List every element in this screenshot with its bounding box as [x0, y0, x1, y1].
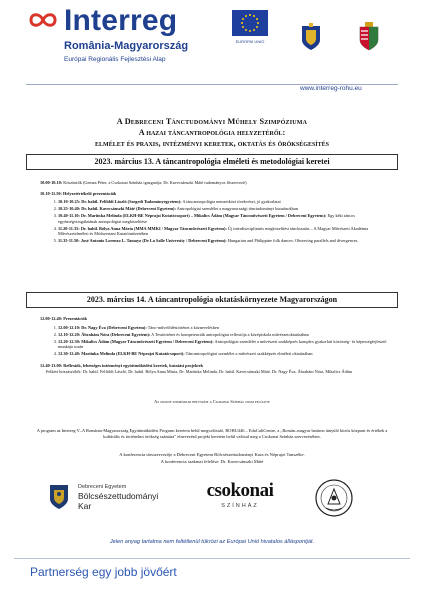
list-item: 1. 12.00-12.10: Dr. Nagy Éva (Debreceni Egyetem): Tánc-művelődéstörténet a köznevelésben — [58, 325, 392, 331]
hungary-crest-icon — [358, 22, 380, 52]
eu-disclaimer: Jelen anyag tartalma nem feltétlenül tükrözi az Európai Unió hivatalos álláspontját. — [109, 539, 315, 545]
day1-talk-list — [40, 199, 392, 244]
invited-speakers-label: Felkért hozzászólók: — [46, 368, 82, 374]
list-item: 1. 10.10-10.25: Dr. habil. Felföldi László (Szegedi Tudományegyetem): A táncantropológia nemzetközi törekvései, jó gyakorlatai — [58, 199, 392, 205]
romania-crest-icon — [300, 22, 322, 52]
csokonai-name: csokonai — [206, 480, 274, 501]
footer-tagline: Partnerség egy jobb jövőért — [30, 565, 177, 579]
day2-schedule — [40, 316, 392, 374]
eu-label: EURÓPAI UNIÓ — [235, 39, 265, 44]
faculty-name: Bölcsészettudományi Kar — [78, 491, 159, 511]
list-item: 2. 10.25-10.40: Dr. habil. Kavecsánszki Máté (Debreceni Egyetem): Antropológiai szemlélet a magyarországi tánctudományi kutatásokban — [58, 206, 392, 212]
list-item: 5. 11.35-11.50: José Antonio Lorenzo L. Tamayo (De La Salle University / Debreceni Egyetem): Hungarian and Philippine folk dances: Observing parallels and divergences. — [58, 238, 392, 244]
title-line-1: A Debreceni Tánctudományi Műhely Szimpóziuma — [116, 117, 308, 126]
debrecen-university-logo — [48, 478, 198, 520]
invited-speakers-list: Dr. habil. Felföldi László, Dr. habil. Bólya Anna Mária, Dr. Mariinka Melinda, Dr. habil. Kavecsánszki Máté, Dr. Nagy Éva, Ábrahám Nóra, Mikalics Ádám — [82, 368, 352, 374]
section-text: Helyzetértékelő prezentációk — [63, 190, 117, 196]
day1-heading: 2023. március 13. A táncantropológia elméleti és metodológiai keretei — [26, 154, 398, 170]
reflection-text: Reflexiók, lehetséges intézményi együttműködési keretek, kutatási projektek — [63, 363, 203, 369]
day1-schedule — [40, 180, 392, 245]
invited-speakers — [40, 369, 392, 375]
program-fund: Európai Regionális Fejlesztési Alap — [64, 56, 166, 63]
footer-divider — [14, 558, 410, 559]
csokonai-sub: SZÍNHÁZ — [221, 503, 259, 509]
list-item: 4. 11.20-11.35: Dr. habil. Bólya Anna Mária (MMA MMKI / Magyar Táncművészeti Egyetem): Új interdiszciplináris megközelítési tánckutatás – A Magyar Művészeti Akadémia Művészetelméleti és Módszertani Kutatóintézetében — [58, 226, 392, 237]
section-text: Prezentációk — [63, 316, 88, 321]
list-item: 2. 12.10-12.20: Ábrahám Nóra (Debreceni Egyetem): A Testtörténet és kompetenciák antropológiai reflexiója a középiskola művészetoktatásában — [58, 332, 392, 338]
day2-heading: 2023. március 14. A táncantropológia oktatáskörnyezete Magyarországon — [26, 292, 398, 308]
university-crest-icon — [48, 482, 70, 512]
eu-flag-icon — [232, 10, 268, 36]
day2-talk-list — [40, 325, 392, 357]
title-line-2: A hazai táncantropológia helyzetéről: — [138, 128, 286, 137]
ethnography-seal-icon — [314, 478, 354, 518]
section-time: 10.10-11.50: — [40, 190, 62, 196]
university-name: Debreceni Egyetem — [78, 484, 127, 490]
csokonai-theatre-logo — [200, 480, 280, 528]
conference-lead: A konferencia szakmai felelőse: Dr. Kavecsánszki Máté — [160, 458, 264, 464]
support-text: A program az Interreg V–A Románia-Magyarország Együttműködési Program keretein belül megvalósuló, ROHU446 – EduCultCentre, a „Román–magyar határon átnyúló közös központ és értékek a kultúrális és történelmi örökség számára” elnevezésű projekt keretein belül valósul meg a Csokonai Színház szervezésében. — [36, 428, 388, 439]
list-item: 4. 12.30-12.40: Mariinka Melinda (ELKH-BE Néprajzi Kutatócsoport): Táncantropológiai szemlélet a művészeti szakképzés elméleti oktatásában — [58, 351, 392, 357]
reflection-time: 12.40-13.00: — [40, 363, 63, 369]
symposium-title — [20, 116, 404, 149]
zoom-note: Az online szimpózium helyszíne a Csokonai Színház zoom felülete — [154, 399, 270, 404]
conference-partner: A konferencia társszervezője a Debreceni Egyetem Bölcsészettudományi Kara és Néprajzi Tanszéke. — [119, 452, 305, 457]
program-region: România-Magyarország — [64, 40, 189, 52]
program-name: Interreg — [64, 4, 178, 37]
title-line-3: elmélet és praxis, intézményi keretek, oktatás és örökségesítés — [95, 139, 329, 148]
welcome-text: Köszöntők (Gemza Péter, a Csokonai Színház igazgatója; Dr. Kavecsánszki Máté tudományos főszervező) — [63, 180, 247, 185]
section-time: 12.00-12.40: — [40, 316, 63, 321]
interreg-logo-icon — [28, 10, 58, 30]
conference-info — [36, 452, 388, 465]
list-item: 3. 12.20-12.30: Mikalics Ádám (Magyar Táncművészeti Egyetem / Debreceni Egyetem): Antropológiai szemlélet a művészeti szakképzés komplex gyakorlati közösség- és képességfejlesztő munkája során — [58, 339, 392, 350]
welcome-time: 10.00-10.10: — [40, 180, 63, 185]
section-entry — [40, 191, 392, 197]
header — [0, 0, 424, 92]
list-item: 3. 10.40-11.10: Dr. Mariinka Melinda (ELKH-BE Néprajzi Kutatócsoport) – Mikalics Ádám (Magyar Táncművészeti Egyetem / Debreceni Egyetem): Egy kéki táncos egyénségvizsgálatának antropológiai megközelítése — [58, 213, 392, 224]
website-link[interactable]: www.interreg-rohu.eu — [300, 85, 362, 92]
section-entry — [40, 316, 392, 322]
